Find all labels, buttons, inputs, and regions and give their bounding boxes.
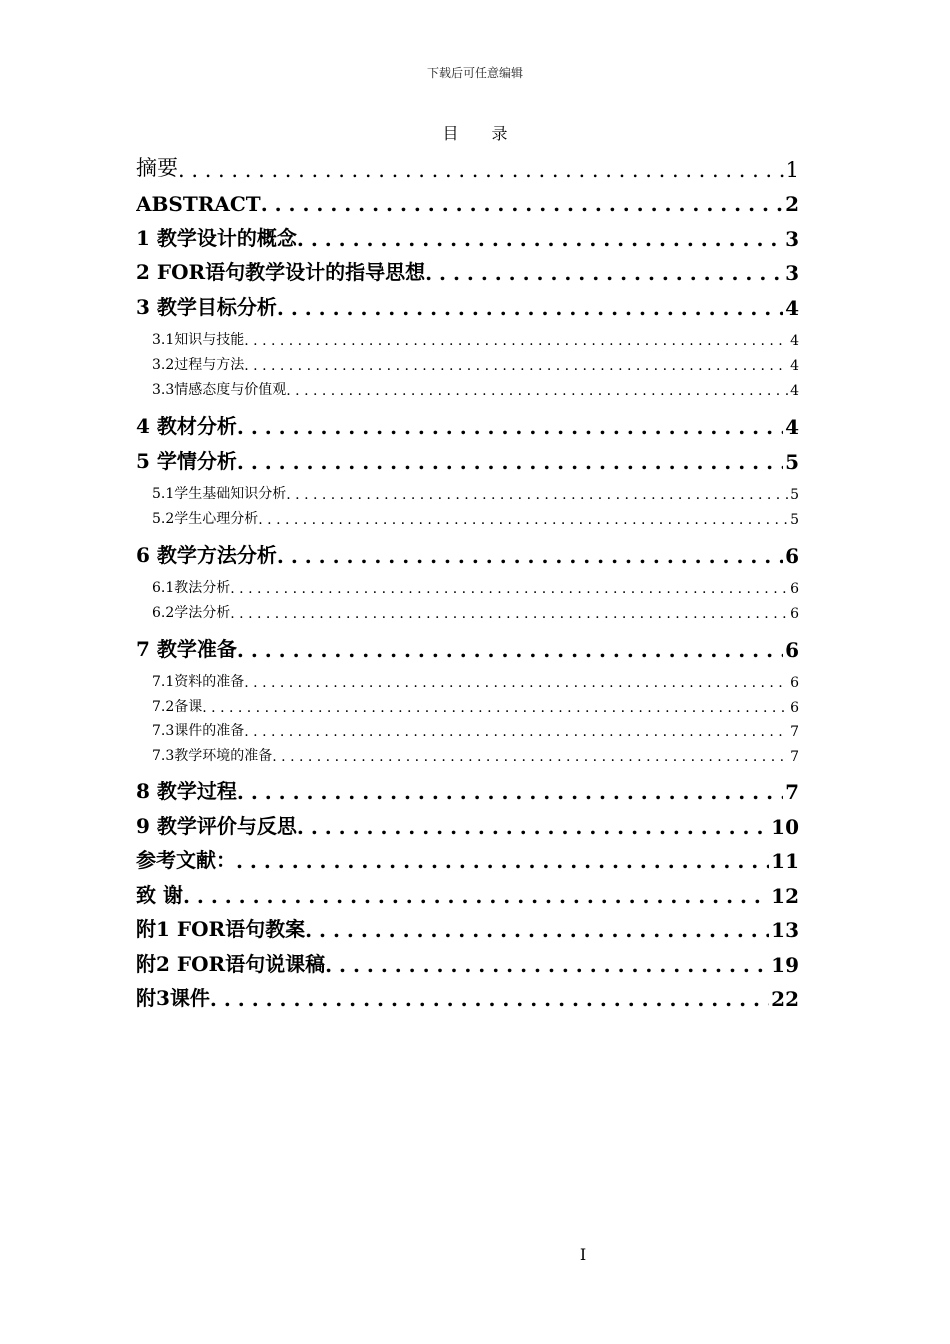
toc-entry-label: 附3课件 bbox=[136, 986, 210, 1010]
toc-entry[interactable] bbox=[136, 947, 799, 977]
toc-entry-page: 3 bbox=[785, 227, 799, 251]
toc-entry-label: 6.1教法分析 bbox=[152, 580, 231, 596]
header-note: 下载后可任意编辑 bbox=[426, 66, 523, 80]
toc-entry[interactable] bbox=[136, 481, 799, 503]
toc-leader-dots bbox=[286, 383, 788, 399]
toc-entry-page: 4 bbox=[790, 333, 799, 349]
toc-entry-page: 7 bbox=[790, 724, 799, 740]
toc-entry[interactable] bbox=[136, 600, 799, 622]
toc-entry[interactable] bbox=[136, 538, 799, 568]
page-number: I bbox=[579, 1245, 587, 1264]
toc-entry-page: 19 bbox=[771, 953, 799, 977]
toc-leader-dots bbox=[244, 724, 788, 740]
toc-leader-dots bbox=[277, 544, 783, 568]
toc-entry-label: 5 学情分析 bbox=[136, 449, 237, 473]
toc-entry-label: 参考文献： bbox=[136, 848, 236, 872]
toc-leader-dots bbox=[178, 158, 784, 182]
toc-entry[interactable] bbox=[136, 632, 799, 662]
toc-entry-page: 3 bbox=[785, 261, 799, 285]
toc-entry[interactable] bbox=[136, 186, 799, 216]
toc-leader-dots bbox=[297, 815, 769, 839]
toc-leader-dots bbox=[244, 675, 788, 691]
toc-entry-label: ABSTRACT bbox=[136, 192, 261, 216]
toc-leader-dots bbox=[237, 415, 783, 439]
toc-leader-dots bbox=[244, 333, 788, 349]
toc-entry[interactable] bbox=[136, 718, 799, 740]
toc-leader-dots bbox=[258, 512, 788, 528]
toc-entry-label: 3.1知识与技能 bbox=[152, 332, 245, 348]
toc-entry-label: 附1 FOR语句教案 bbox=[136, 917, 306, 941]
toc-entry[interactable] bbox=[136, 255, 799, 285]
toc-entry-page: 10 bbox=[771, 815, 799, 839]
toc-entry[interactable] bbox=[136, 327, 799, 349]
toc-entry-page: 22 bbox=[771, 987, 799, 1011]
toc-entry[interactable] bbox=[136, 878, 799, 908]
toc-entry-label: 5.1学生基础知识分析 bbox=[152, 486, 287, 502]
toc-entry-label: 1 教学设计的概念 bbox=[136, 226, 297, 250]
toc-entry[interactable] bbox=[136, 377, 799, 399]
toc-leader-dots bbox=[244, 358, 788, 374]
toc-entry[interactable] bbox=[136, 444, 799, 474]
toc-entry-label: 6.2学法分析 bbox=[152, 605, 231, 621]
toc-entry-page: 12 bbox=[771, 884, 799, 908]
toc-leader-dots bbox=[325, 953, 769, 977]
toc-entry-page: 7 bbox=[785, 780, 799, 804]
toc-entry-label: 7.1资料的准备 bbox=[152, 674, 245, 690]
toc-entry[interactable] bbox=[136, 290, 799, 320]
toc-entry-label: 3.3情感态度与价值观 bbox=[152, 382, 287, 398]
toc-entry-label: 6 教学方法分析 bbox=[136, 543, 277, 567]
toc-entry-label: 8 教学过程 bbox=[136, 779, 237, 803]
toc-entry-label: 3.2过程与方法 bbox=[152, 357, 245, 373]
toc-leader-dots bbox=[236, 849, 769, 873]
toc-title: 目 录 bbox=[442, 124, 522, 143]
toc-leader-dots bbox=[230, 606, 788, 622]
toc-entry-page: 4 bbox=[790, 383, 799, 399]
toc-entry-label: 摘要 bbox=[136, 156, 178, 180]
toc-entry[interactable] bbox=[136, 506, 799, 528]
toc-entry-label: 7.2备课 bbox=[152, 699, 203, 715]
toc-entry-page: 1 bbox=[785, 158, 799, 182]
toc-entry[interactable] bbox=[136, 743, 799, 765]
toc-entry[interactable] bbox=[136, 352, 799, 374]
toc-entry-label: 3 教学目标分析 bbox=[136, 295, 277, 319]
toc-leader-dots bbox=[202, 700, 788, 716]
toc-entry-page: 5 bbox=[790, 512, 799, 528]
toc-leader-dots bbox=[297, 227, 783, 251]
toc-leader-dots bbox=[237, 638, 783, 662]
toc-entry-page: 6 bbox=[785, 638, 799, 662]
toc-entry[interactable] bbox=[136, 575, 799, 597]
toc-entry-page: 11 bbox=[771, 849, 799, 873]
toc-entry[interactable] bbox=[136, 912, 799, 942]
toc-entry-label: 7.3课件的准备 bbox=[152, 723, 245, 739]
toc-entry-label: 5.2学生心理分析 bbox=[152, 511, 259, 527]
toc-entry-page: 2 bbox=[785, 192, 799, 216]
toc-entry[interactable] bbox=[136, 409, 799, 439]
toc-leader-dots bbox=[210, 987, 769, 1011]
toc-entry[interactable] bbox=[136, 981, 799, 1011]
toc-entry-label: 附2 FOR语句说课稿 bbox=[136, 952, 326, 976]
toc-leader-dots bbox=[237, 450, 783, 474]
toc-entry-page: 7 bbox=[790, 749, 799, 765]
toc-leader-dots bbox=[237, 780, 783, 804]
toc-leader-dots bbox=[286, 487, 788, 503]
toc-leader-dots bbox=[277, 296, 783, 320]
toc-entry-page: 4 bbox=[785, 415, 799, 439]
toc-leader-dots bbox=[272, 749, 788, 765]
toc-entry-page: 5 bbox=[790, 487, 799, 503]
toc-entry[interactable] bbox=[136, 694, 799, 716]
toc-entry-label: 致 谢 bbox=[136, 883, 183, 907]
toc-leader-dots bbox=[305, 918, 769, 942]
toc-entry[interactable] bbox=[136, 150, 799, 182]
toc-entry-page: 5 bbox=[785, 450, 799, 474]
toc-entry-page: 4 bbox=[785, 296, 799, 320]
toc-entry-page: 4 bbox=[790, 358, 799, 374]
toc-entry-page: 6 bbox=[790, 581, 799, 597]
toc-entry-label: 9 教学评价与反思 bbox=[136, 814, 297, 838]
toc-entry-page: 13 bbox=[771, 918, 799, 942]
toc-entry-label: 7.3教学环境的准备 bbox=[152, 748, 273, 764]
toc-leader-dots bbox=[425, 261, 783, 285]
toc-leader-dots bbox=[230, 581, 788, 597]
toc-entry[interactable] bbox=[136, 843, 799, 873]
toc-entry-label: 2 FOR语句教学设计的指导思想 bbox=[136, 260, 426, 284]
toc-entry-page: 6 bbox=[790, 675, 799, 691]
toc-leader-dots bbox=[261, 192, 783, 216]
toc-entry-page: 6 bbox=[790, 606, 799, 622]
toc-entry[interactable] bbox=[136, 669, 799, 691]
toc-entry-label: 7 教学准备 bbox=[136, 637, 237, 661]
toc-leader-dots bbox=[183, 884, 769, 908]
toc-entry-page: 6 bbox=[785, 544, 799, 568]
toc-entry-label: 4 教材分析 bbox=[136, 414, 237, 438]
toc-entry-page: 6 bbox=[790, 700, 799, 716]
toc-entry[interactable] bbox=[136, 774, 799, 804]
toc-entry[interactable] bbox=[136, 221, 799, 251]
toc-entry[interactable] bbox=[136, 809, 799, 839]
